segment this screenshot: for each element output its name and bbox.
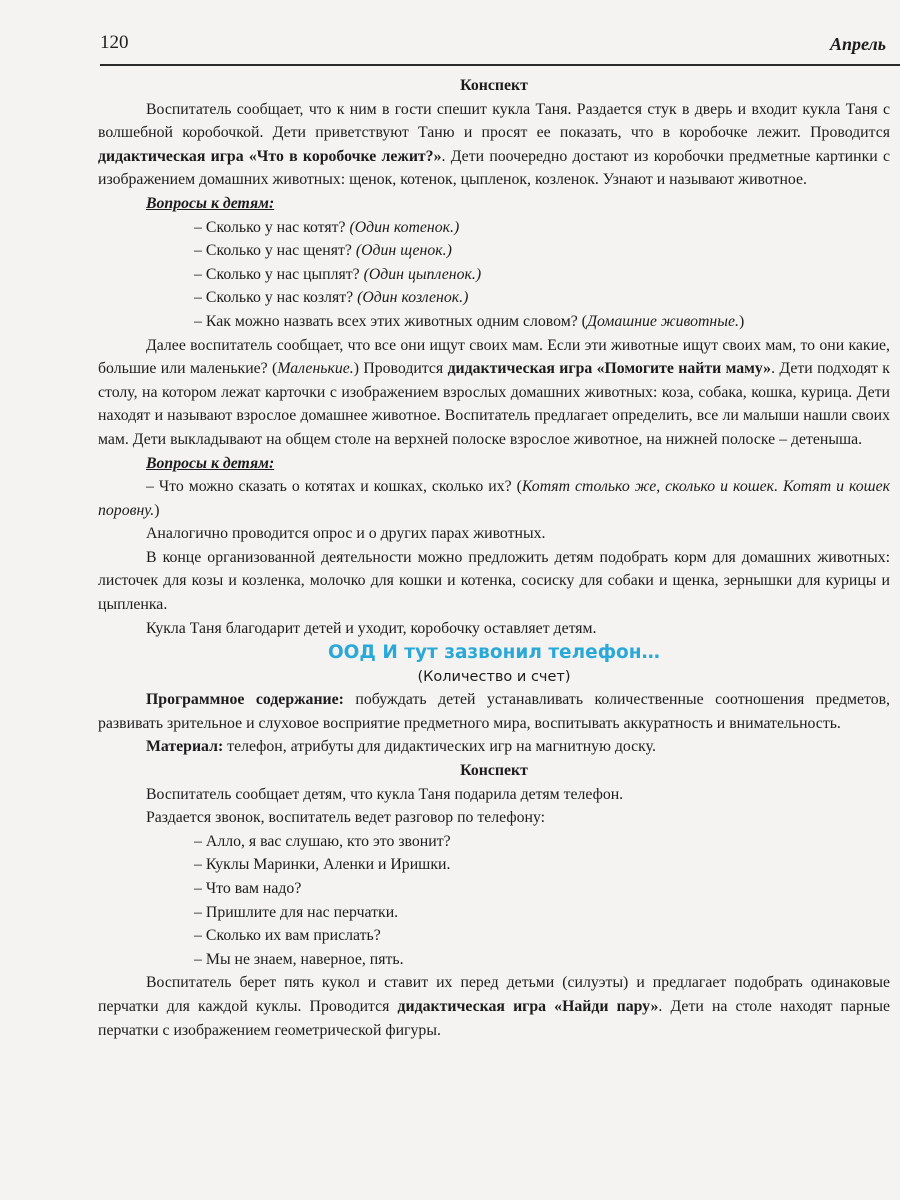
text: ) [738, 312, 745, 330]
paragraph: В конце организованной деятельности можно предложить детям подобрать корм для домашних животных: листочек для козы и козленка, молочко для кошки и котенка, сосиску для собаки и щенка, зернышки для курицы и цыпленка. [98, 548, 890, 614]
question-line: – Сколько у нас цыплят? (Один цыпленок.) [194, 265, 482, 283]
text: . Дети на столе находят парные перчатки с изображением геометрической фигуры. [98, 997, 890, 1039]
page-number: 120 [100, 32, 129, 53]
answer: Маленькие. [277, 360, 354, 378]
question: Сколько у нас котят? [205, 218, 346, 236]
paragraph [98, 98, 890, 192]
text: Что вам надо? [205, 880, 302, 897]
text: Куклы Маринки, Аленки и Иришки. [205, 856, 451, 874]
game-name: дидактическая игра «Помогите найти маму» [447, 360, 772, 378]
answer: (Один щенок.) [355, 242, 452, 260]
dialog-line: – Что вам надо? [194, 880, 302, 897]
text: Пришлите для нас перчатки. [205, 903, 399, 921]
question: Как можно назвать всех этих животных одним словом? ( [205, 312, 587, 330]
question: Сколько у нас цыплят? [205, 265, 360, 283]
paragraph [98, 688, 890, 735]
paragraph: Кукла Таня благодарит детей и уходит, коробочку оставляет детям. [146, 619, 597, 637]
dialog-line: – Алло, я вас слушаю, кто это звонит? [194, 832, 451, 850]
paragraph: Воспитатель сообщает детям, что кукла Таня подарила детям телефон. [146, 785, 624, 803]
text: . Дети подходят к столу, на котором лежат карточки с изображением взрослых домашних животных: коза, собака, кошка, курица. Дети находят и называют взрослое домашнее животное. Воспитатель предлагает определить, все ли малыши нашли своих мам. Дети выкладывают на общем столе на верхней полоске взрослое животное, на нижней полоске – детеныша. [98, 360, 890, 448]
page-content [98, 74, 890, 1042]
answer: (Один козленок.) [357, 289, 469, 307]
answer: (Один котенок.) [349, 218, 460, 236]
dialog-line: – Пришлите для нас перчатки. [194, 903, 399, 921]
text: Мы не знаем, наверное, пять. [205, 950, 404, 968]
running-head [100, 30, 900, 66]
questions-heading: Вопросы к детям: [146, 194, 275, 212]
question-line: – Сколько у нас котят? (Один котенок.) [194, 218, 460, 236]
text: . Дети поочередно достают из коробочки предметные картинки с изображением домашних животных: щенок, котенок, цыпленок, козленок. Узнают и называют животное. [98, 147, 890, 189]
text: Алло, я вас слушаю, кто это звонит? [205, 832, 451, 850]
question-line: – Как можно назвать всех этих животных одним словом? (Домашние животные.) [194, 312, 745, 330]
game-name: дидактическая игра «Что в коробочке лежит?» [98, 147, 442, 165]
ood-title: ООД И тут зазвонил телефон… [327, 642, 661, 664]
section-title: Апрель [829, 34, 886, 54]
answer: Домашние животные. [586, 312, 739, 330]
answer: Котят столько же, сколько и кошек. Котят и кошек поровну. [98, 478, 891, 519]
text: Далее воспитатель сообщает, что все они ищут своих мам. Если эти животные ищут своих мам, то они какие, большие или маленькие? ( [98, 336, 890, 378]
konspekt-heading: Конспект [460, 77, 528, 94]
paragraph [98, 735, 890, 759]
paragraph: Раздается звонок, воспитатель ведет разговор по телефону: [146, 809, 546, 827]
answer: (Один цыпленок.) [363, 265, 482, 283]
game-name: дидактическая игра «Найди пару» [397, 997, 659, 1015]
konspekt-heading: Конспект [460, 762, 528, 780]
questions-heading: Вопросы к детям: [146, 454, 275, 472]
dialog-line: – Куклы Маринки, Аленки и Иришки. [194, 856, 451, 874]
question-line: – Сколько у нас щенят? (Один щенок.) [194, 242, 452, 260]
dialog-line: – Сколько их вам прислать? [194, 927, 381, 945]
paragraph [98, 334, 890, 452]
label: Программное содержание: [146, 691, 344, 709]
ood-subtitle: (Количество и счет) [417, 669, 571, 686]
text: телефон, атрибуты для дидактических игр на магнитную доску. [223, 738, 656, 756]
text: Сколько их вам прислать? [205, 927, 381, 945]
paragraph: Аналогично проводится опрос и о других парах животных. [146, 525, 546, 543]
text: ) Проводится [353, 360, 448, 378]
question-line: – Что можно сказать о котятах и кошках, сколько их? (Котят столько же, сколько и кошек. Котят и кошек поровну.) [98, 478, 891, 519]
question: Сколько у нас щенят? [205, 242, 352, 260]
text: Воспитатель сообщает, что к ним в гости спешит кукла Таня. Раздается стук в дверь и входит кукла Таня с волшебной коробочкой. Дети приветствуют Таню и просят ее показать, что в коробочке лежит. Проводится [98, 100, 890, 142]
dialog-line: – Мы не знаем, наверное, пять. [194, 950, 404, 968]
text: ) [154, 501, 160, 519]
paragraph [98, 971, 890, 1042]
label: Материал: [146, 738, 224, 756]
question: Сколько у нас козлят? [205, 289, 354, 307]
question: Что можно сказать о котятах и кошках, сколько их? ( [158, 478, 522, 496]
text: Воспитатель берет пять кукол и ставит их перед детьми (силуэты) и предлагает подобрать одинаковые перчатки для каждой куклы. Проводится [98, 974, 890, 1015]
text: побуждать детей устанавливать количественные соотношения предметов, развивать зрительное и слуховое восприятие предметного мира, воспитывать аккуратность и внимательность. [98, 691, 890, 732]
question-line: – Сколько у нас козлят? (Один козленок.) [194, 289, 469, 307]
